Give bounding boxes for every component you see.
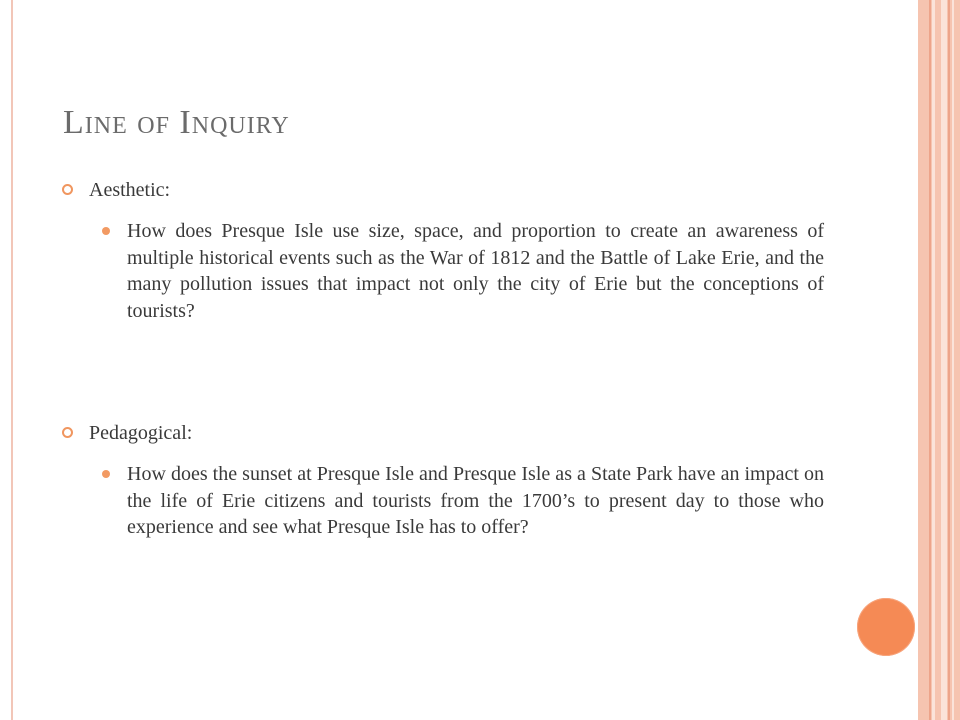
section-heading-text: Aesthetic: [89,179,171,201]
ring-bullet-icon [62,184,73,195]
section-heading [62,421,842,445]
section-aesthetic [62,178,842,324]
sub-bullet-text: How does the sunset at Presque Isle and Presque Isle as a State Park have an impact on the life of Erie citizens and tourists from the 1700’s to present day to those who experience and see what Presque Isle has to offer? [127,463,824,538]
decorative-circle-icon [857,598,915,656]
sub-bullet [127,461,824,541]
slide-title: Line of Inquiry [63,104,290,141]
right-stripe [932,0,935,720]
sub-bullet-text: How does Presque Isle use size, space, and proportion to create an awareness of multiple historical events such as the War of 1812 and the Battle of Lake Erie, and the many pollution issues that impact not only the city of Erie but the conceptions of tourists? [127,220,824,322]
dot-bullet-icon [102,227,110,235]
section-heading [62,178,842,202]
right-stripe [941,0,947,720]
sub-bullet [127,218,824,324]
right-stripe [948,0,950,720]
dot-bullet-icon [102,470,110,478]
section-heading-text: Pedagogical: [89,422,193,444]
right-stripe [952,0,954,720]
section-pedagogical [62,421,842,541]
ring-bullet-icon [62,427,73,438]
left-border-line [11,0,13,720]
right-stripe [929,0,931,720]
